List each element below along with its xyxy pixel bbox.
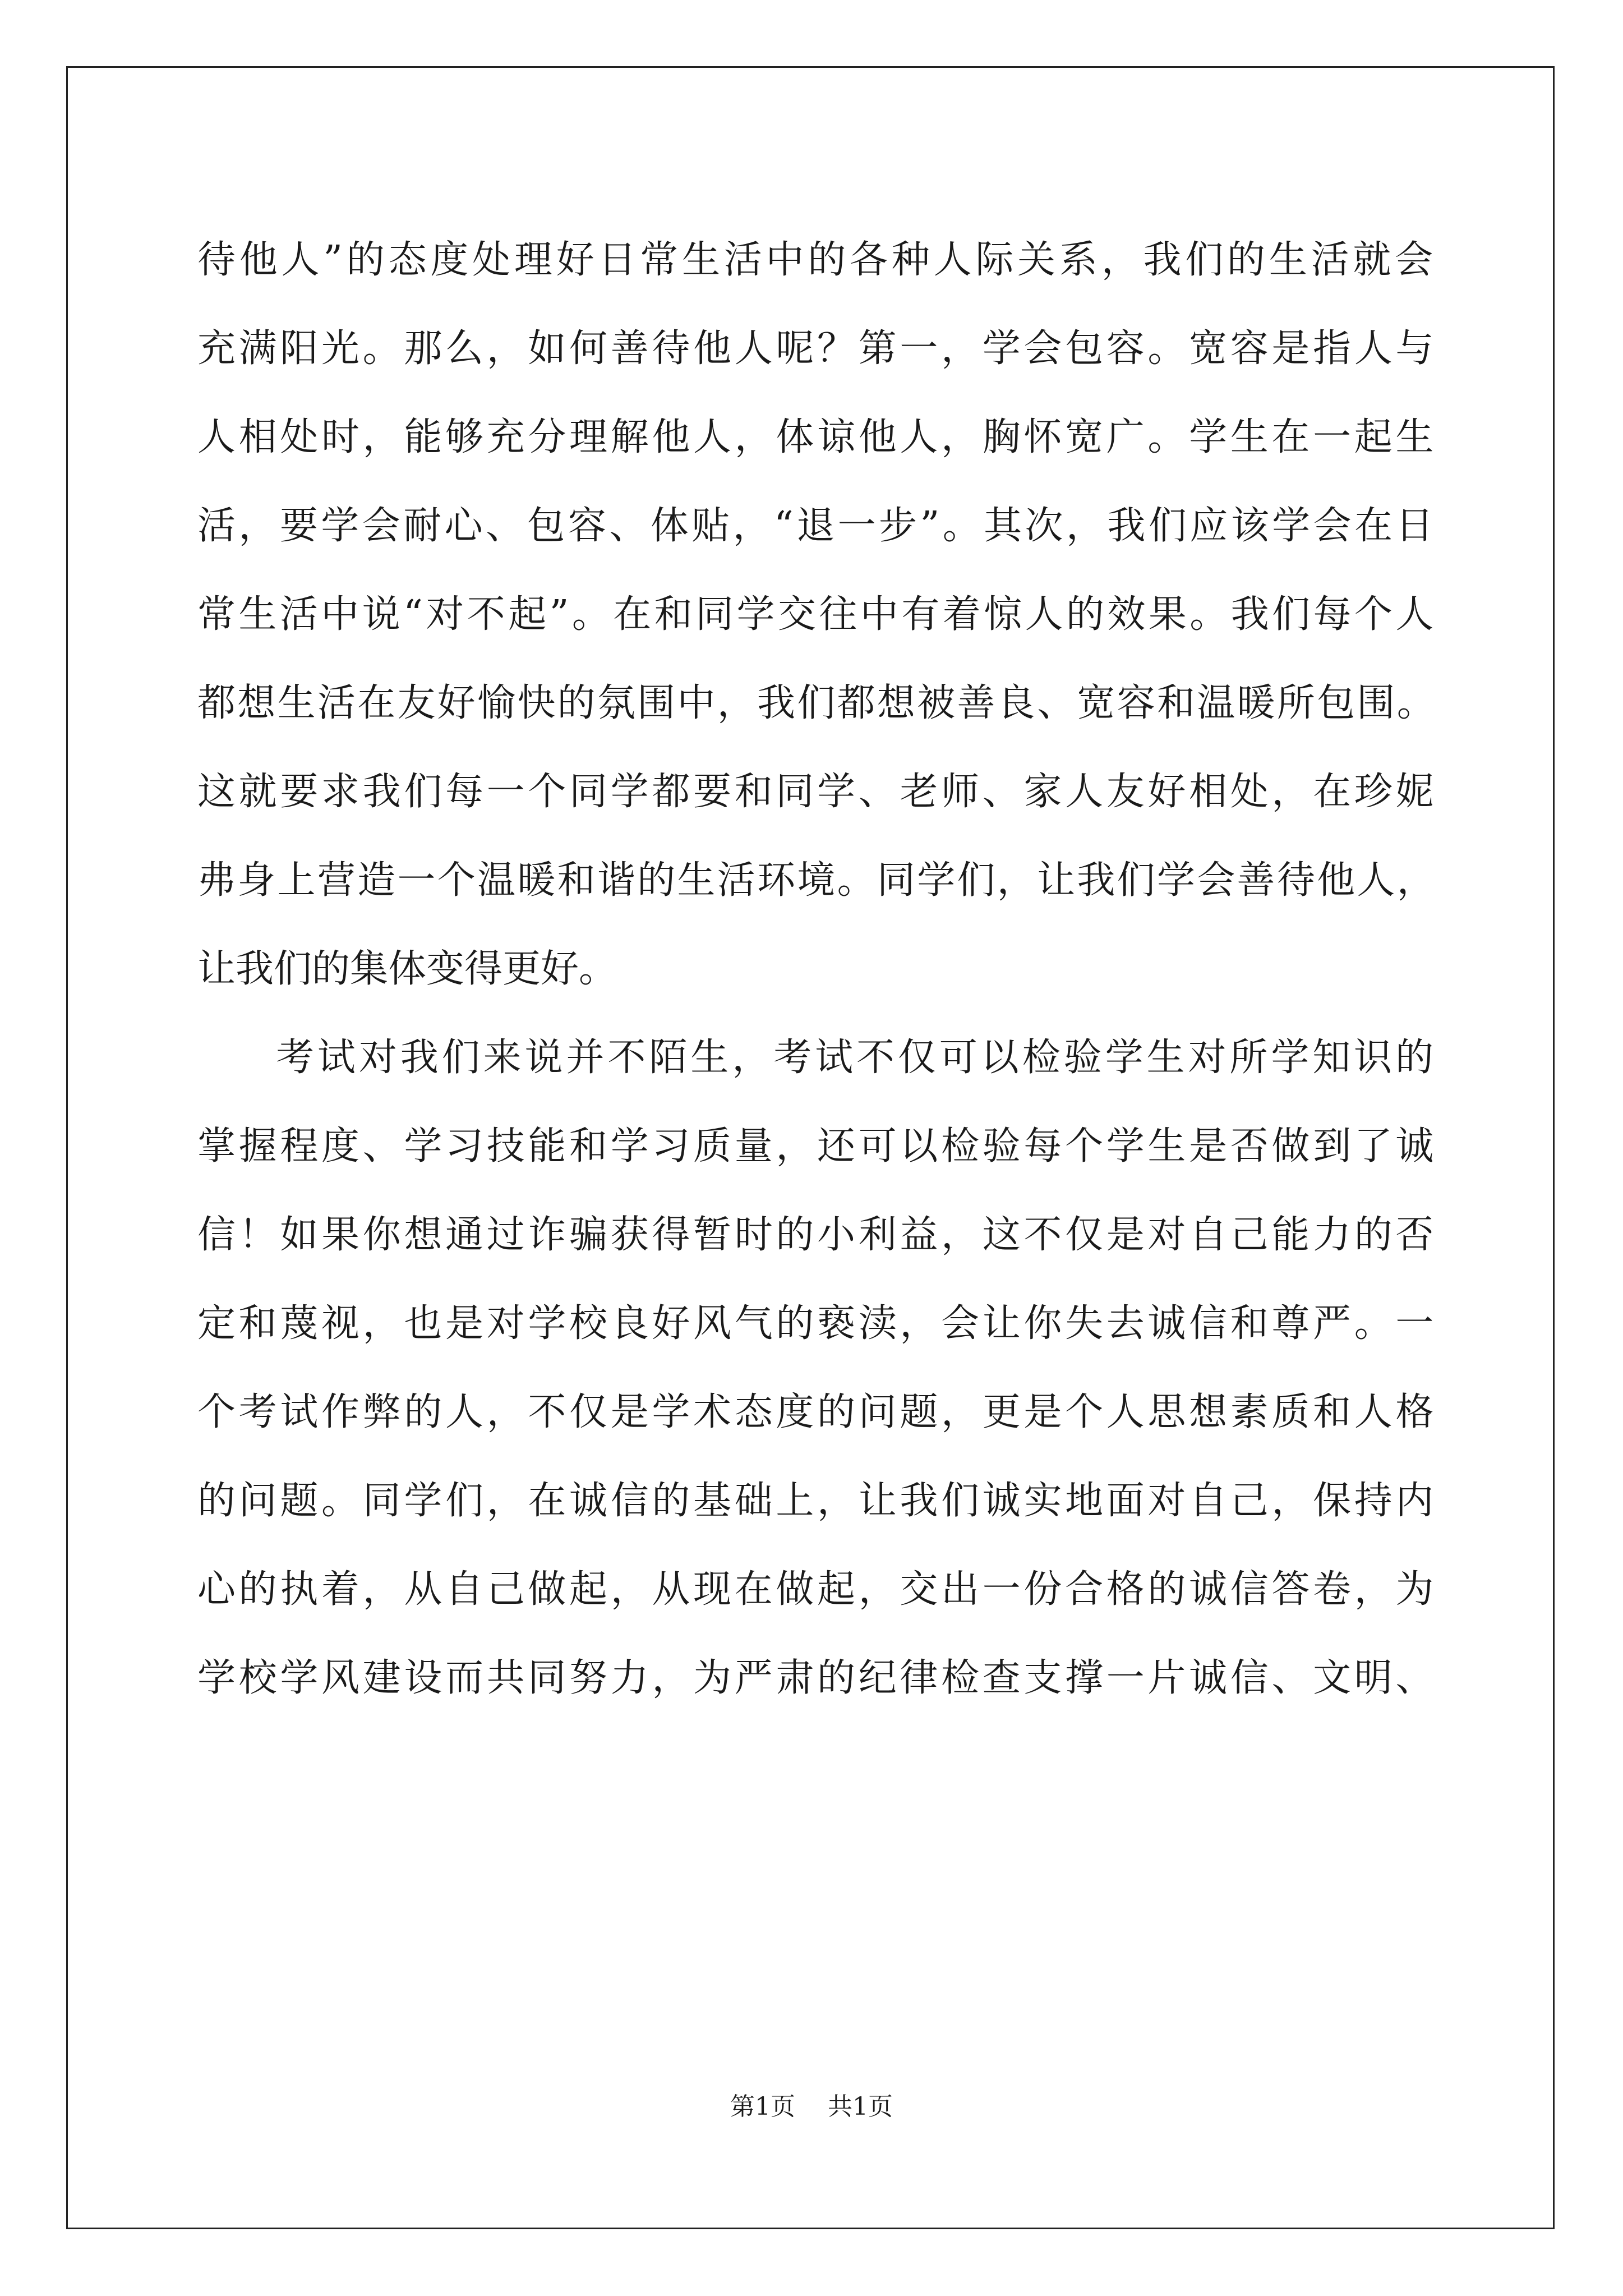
text-line: 活，要学会耐心、包容、体贴，“退一步”。其次，我们应该学会在日 [197,504,1437,548]
text-line: 信！如果你想通过诈骗获得暂时的小利益，这不仅是对自己能力的否 [197,1213,1437,1257]
text-line: 的问题。同学们，在诚信的基础上，让我们诚实地面对自己，保持内 [197,1479,1437,1523]
text-line: 都想生活在友好愉快的氛围中，我们都想被善良、宽容和温暖所包围。 [197,681,1437,725]
text-line: 个考试作弊的人，不仅是学术态度的问题，更是个人思想素质和人格 [197,1390,1437,1434]
text-line: 让我们的集体变得更好。 [197,947,617,991]
text-line: 待他人”的态度处理好日常生活中的各种人际关系，我们的生活就会 [197,238,1437,282]
page-footer [0,2090,1623,2124]
text-line: 心的执着，从自己做起，从现在做起，交出一份合格的诚信答卷，为 [197,1567,1437,1612]
text-line: 弗身上营造一个温暖和谐的生活环境。同学们，让我们学会善待他人， [197,858,1437,903]
document-body [197,216,1437,1723]
page-number: 第1页 [730,2092,795,2121]
page-total: 共1页 [828,2092,893,2121]
text-line: 学校学风建设而共同努力，为严肃的纪律检查支撑一片诚信、文明、 [197,1656,1437,1700]
text-line: 定和蔑视，也是对学校良好风气的亵渎，会让你失去诚信和尊严。一 [197,1301,1437,1346]
text-line: 考试对我们来说并不陌生，考试不仅可以检验学生对所学知识的 [276,1036,1437,1080]
text-line: 人相处时，能够充分理解他人，体谅他人，胸怀宽广。学生在一起生 [197,415,1437,459]
text-line: 这就要求我们每一个同学都要和同学、老师、家人友好相处，在珍妮 [197,770,1437,814]
text-line: 充满阳光。那么，如何善待他人呢？第一，学会包容。宽容是指人与 [197,326,1437,371]
text-line: 掌握程度、学习技能和学习质量，还可以检验每个学生是否做到了诚 [197,1124,1437,1168]
text-line: 常生活中说“对不起”。在和同学交往中有着惊人的效果。我们每个人 [197,592,1437,637]
